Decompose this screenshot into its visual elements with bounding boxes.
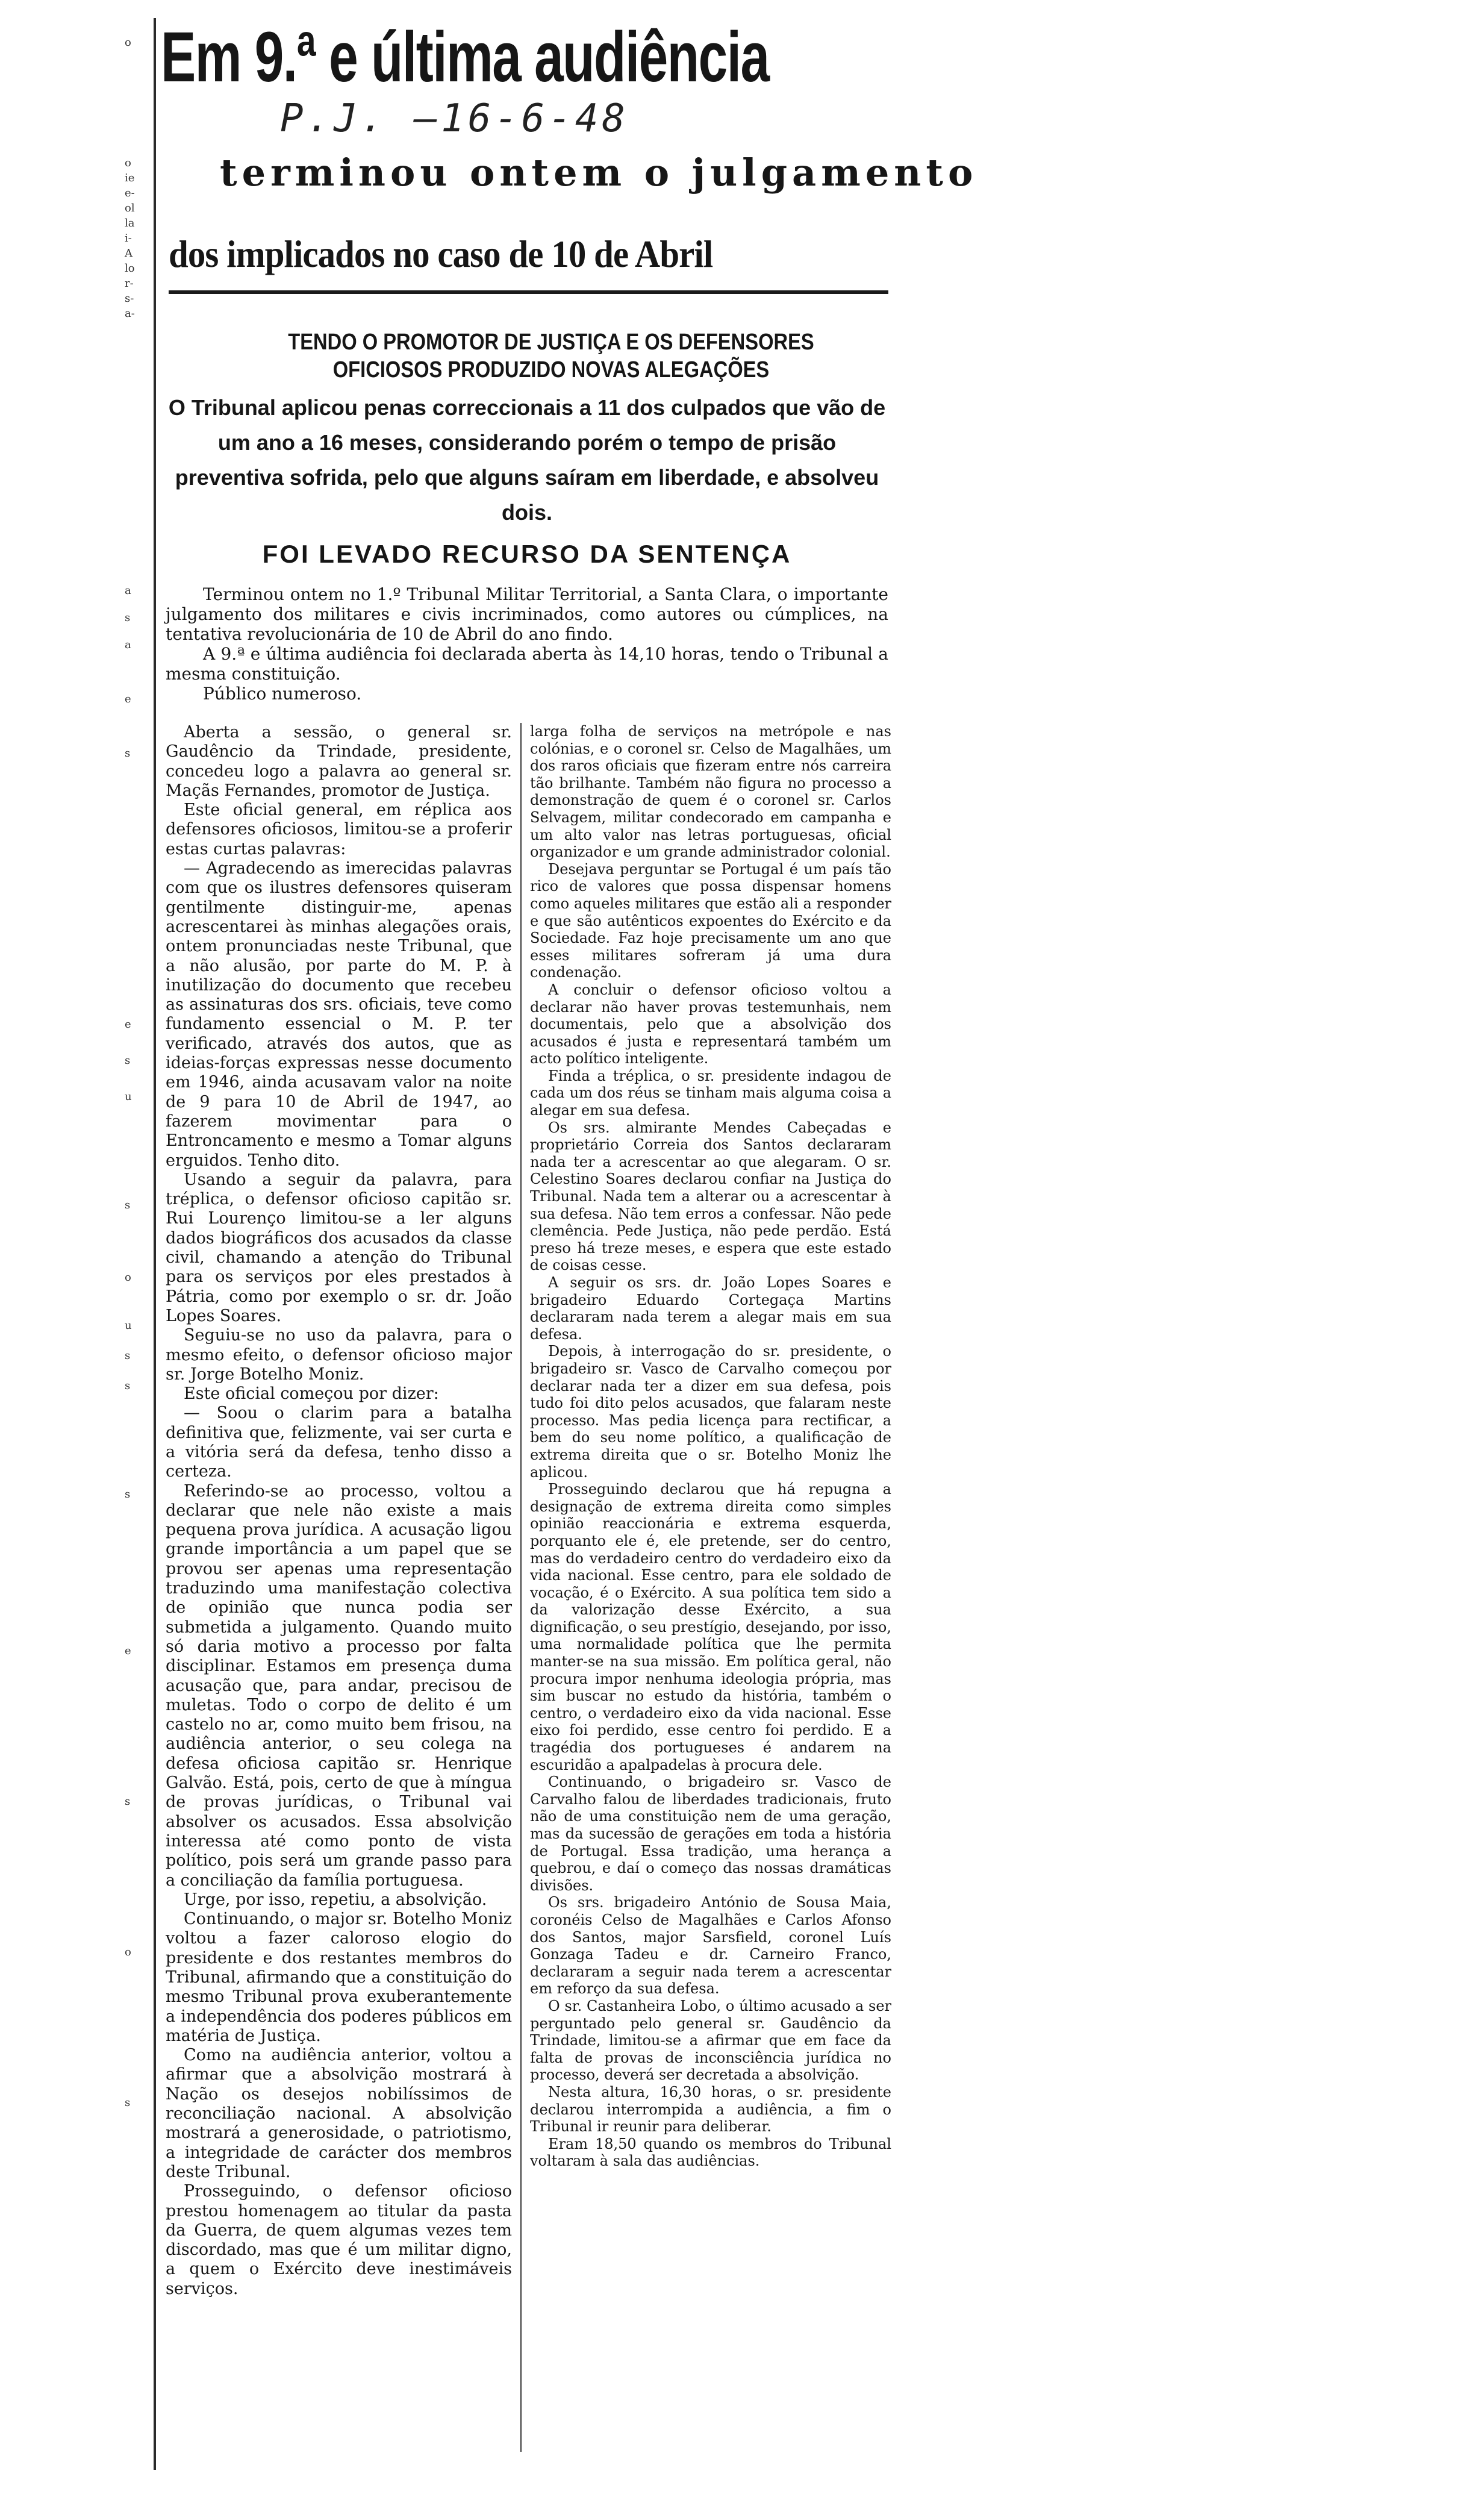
margin-fragment: a <box>125 584 131 597</box>
margin-fragment: s <box>125 1380 131 1392</box>
column-paragraph: Este oficial general, em réplica aos defensores oficiosos, limitou-se a proferir estas curtas palavras: <box>166 801 512 858</box>
column-paragraph: Como na audiência anterior, voltou a afirmar que a absolvição mostrará à Nação os desejos nobilíssimos de reconciliação nacional. A absolvição mostrará a generosidade, o patriotismo, a integridade de carácter dos membros deste Tribunal. <box>166 2046 512 2181</box>
margin-fragment: s <box>125 1488 131 1501</box>
column-paragraph: Usando a seguir da palavra, para tréplica, o defensor oficioso capitão sr. Rui Lourenço limitou-se a ler alguns dados biográficos dos acusados da classe civil, chamando a atenção do Tribunal para os serviços por eles prestados à Pátria, como por exemplo o sr. dr. João Lopes Soares. <box>166 1170 512 1325</box>
article-column-2 <box>530 723 891 2170</box>
margin-fragment: u <box>125 1090 132 1103</box>
margin-fragment: s- <box>125 292 134 305</box>
margin-fragment: i- <box>125 232 132 245</box>
headline-line-1: Em 9.ª e última audiência <box>161 17 769 97</box>
deck-summary: O Tribunal aplicou penas correccionais a 11 dos culpados que vão de um ano a 16 meses, considerando porém o tempo de prisão preventiva sofrida, pelo que alguns saíram em liberdade, e absolveu dois. <box>168 395 886 525</box>
article-column-1 <box>166 723 512 2299</box>
margin-fragment: s <box>125 1795 131 1808</box>
column-paragraph: Prosseguindo, o defensor oficioso prestou homenagem ao titular da pasta da Guerra, de quem algumas vezes tem discordado, mas que é um militar digno, a quem o Exército deve inestimáveis serviços. <box>166 2182 512 2298</box>
headline-rule <box>169 290 888 294</box>
margin-fragment: s <box>125 2096 131 2109</box>
margin-fragment: s <box>125 1349 131 1362</box>
left-margin-fragments <box>125 18 149 2464</box>
column-divider <box>520 723 522 2452</box>
margin-fragment: o <box>125 1946 131 1958</box>
column-paragraph: Desejava perguntar se Portugal é um país tão rico de valores que possa dispensar homens como aqueles militares que estão ali a responder e que são autênticos expoentes do Exército e da Sociedade. Faz hoje precisamente um ano que esses militares sofreram já uma dura condenação. <box>530 860 891 981</box>
margin-fragment: ol <box>125 202 135 214</box>
intro-paragraph: A 9.ª e última audiência foi declarada aberta às 14,10 horas, tendo o Tribunal a mesma constituição. <box>166 644 888 684</box>
column-paragraph: Depois, à interrogação do sr. presidente, o brigadeiro sr. Vasco de Carvalho começou por declarar nada ter a dizer em sua defesa, pois tudo foi dito pelos acusados, que falaram neste processo. Mas pedia licença para rectificar, a bem do seu nome político, a qualificação de extrema direita que o sr. Botelho Moniz lhe aplicou. <box>530 1343 891 1481</box>
margin-fragment: e <box>125 1018 131 1031</box>
column-paragraph: — Soou o clarim para a batalha definitiva que, felizmente, vai ser curta e a vitória será da defesa, tenho disso a certeza. <box>166 1404 512 1481</box>
column-paragraph: Este oficial começou por dizer: <box>184 1384 439 1404</box>
column-paragraph: Eram 18,50 quando os membros do Tribunal voltaram à sala das audiências. <box>530 2135 891 2170</box>
margin-fragment: ie <box>125 172 135 184</box>
margin-fragment: o <box>125 157 131 169</box>
handwritten-note: P.J. —16-6-48 <box>280 96 629 141</box>
column-paragraph: Urge, por isso, repetiu, a absolvição. <box>184 1890 487 1909</box>
column-paragraph: A seguir os srs. dr. João Lopes Soares e brigadeiro Eduardo Cortegaça Martins declararam nada terem a alegar mais em sua defesa. <box>530 1274 891 1343</box>
margin-fragment: e- <box>125 187 135 199</box>
margin-fragment: u <box>125 1319 132 1332</box>
intro-paragraph: Público numeroso. <box>203 684 362 704</box>
headline-line-3: dos implicados no caso de 10 de Abril <box>169 233 713 275</box>
subheadline: TENDO O PROMOTOR DE JUSTIÇA E OS DEFENSORES OFICIOSOS PRODUZIDO NOVAS ALEGAÇÕES <box>288 330 814 383</box>
margin-fragment: s <box>125 1199 131 1211</box>
column-paragraph: Continuando, o brigadeiro sr. Vasco de Carvalho falou de liberdades tradicionais, fruto não de uma constituição nem de uma geração, mas da sucessão de gerações em toda a história de Portugal. Essa tradição, uma herança a quebrou, e daí o começo das nossas dramáticas divisões. <box>530 1773 891 1894</box>
column-paragraph: Finda a tréplica, o sr. presidente indagou de cada um dos réus se tinham mais alguma coisa a alegar em sua defesa. <box>530 1067 891 1119</box>
margin-fragment: e <box>125 693 131 705</box>
column-paragraph: Os srs. almirante Mendes Cabeçadas e proprietário Correia dos Santos declararam nada ter a acrescentar ao que alegaram. O sr. Celestino Soares declarou confiar na Justiça do Tribunal. Nada tem a alterar ou a acrescentar à sua defesa. Não tem erros a confessar. Não pede clemência. Pede Justiça, não pede perdão. Está preso há treze meses, e espera que este estado de coisas cesse. <box>530 1119 891 1274</box>
margin-fragment: la <box>125 217 135 230</box>
margin-fragment: s <box>125 747 131 760</box>
margin-fragment: s <box>125 1054 131 1067</box>
newspaper-clipping <box>125 17 978 2482</box>
margin-fragment: o <box>125 1271 131 1284</box>
margin-fragment: s <box>125 611 131 624</box>
headline-line-2: terminou ontem o julgamento <box>220 151 978 195</box>
column-paragraph: Prosseguindo declarou que há repugna a designação de extrema direita como simples opinião reaccionária e extrema esquerda, porquanto ele é, ele pretende, ser do centro, mas do verdadeiro centro do verdadeiro eixo da vida nacional. Esse centro, para ele soldado de vocação, é o Exército. A sua política tem sido a da valorização desse Exército, a sua dignificação, o seu prestígio, desejando, por isso, uma normalidade política que lhe permita manter-se na sua missão. Em política geral, não procura impor nenhuma ideologia própria, mas sim buscar no estudo da história, também o centro, o verdadeiro eixo da vida nacional. Esse eixo foi perdido, esse centro foi perdido. E a tragédia dos portugueses é andarem na escuridão a apalpadelas à procura dele. <box>530 1481 891 1773</box>
column-paragraph: Os srs. brigadeiro António de Sousa Maia, coronéis Celso de Magalhães e Carlos Afonso dos Santos, major Sarsfield, coronel Luís Gonzaga Tadeu e dr. Carneiro Franco, declararam a seguir nada terem a acrescentar em reforço da sua defesa. <box>530 1894 891 1998</box>
margin-fragment: A <box>125 247 132 260</box>
margin-fragment: e <box>125 1645 131 1657</box>
margin-fragment: lo <box>125 262 135 275</box>
column-paragraph: Continuando, o major sr. Botelho Moniz voltou a fazer caloroso elogio do presidente e dos restantes membros do Tribunal, afirmando que a constituição do mesmo Tribunal prova exuberantemente a independência dos poderes públicos em matéria de Justiça. <box>166 1910 512 2045</box>
column-paragraph: Nesta altura, 16,30 horas, o sr. presidente declarou interrompida a audiência, a fim o Tribunal ir reunir para deliberar. <box>530 2083 891 2136</box>
margin-fragment: a <box>125 639 131 651</box>
margin-fragment: r- <box>125 277 134 290</box>
margin-fragment: o <box>125 36 131 49</box>
column-paragraph: — Agradecendo as imerecidas palavras com que os ilustres defensores quiseram gentilmente distinguir-me, apenas acrescentarei às minhas alegações orais, ontem pronunciadas neste Tribunal, que a não alusão, por parte do M. P. à inutilização do documento que recebeu as assinaturas dos srs. oficiais, teve como fundamento essencial o M. P. ter verificado, através dos autos, que as ideias-forças expressas nesse documento em 1946, ainda acusavam valor na noite de 9 para 10 de Abril de 1947, ao fazerem movimentar para o Entroncamento e mesmo a Tomar alguns erguidos. Tenho dito. <box>166 859 512 1170</box>
column-paragraph: A concluir o defensor oficioso voltou a declarar não haver provas testemunhais, nem documentais, pelo que a absolvição dos acusados é justa e representará também um acto político inteligente. <box>530 981 891 1067</box>
left-border-rule <box>154 18 156 2470</box>
column-paragraph: Seguiu-se no uso da palavra, para o mesmo efeito, o defensor oficioso major sr. Jorge Botelho Moniz. <box>166 1326 512 1384</box>
margin-fragment: a- <box>125 307 135 320</box>
column-paragraph: Referindo-se ao processo, voltou a declarar que nele não existe a mais pequena prova jurídica. A acusação ligou grande importância a um papel que se provou ser apenas uma representação traduzindo uma manifestação colectiva de opinião que nunca podia ser submetida a julgamento. Quando muito só daria motivo a processo por falta disciplinar. Estamos em presença duma acusação que, para andar, precisou de muletas. Todo o corpo de delito é um castelo no ar, como muito bem frisou, na audiência anterior, o seu colega na defesa oficiosa capitão sr. Henrique Galvão. Está, pois, certo de que à míngua de provas jurídicas, o Tribunal vai absolver os acusados. Essa absolvição interessa até como ponto de vista político, pois será um grande passo para a conciliação da família portuguesa. <box>166 1481 512 1890</box>
column-paragraph: larga folha de serviços na metrópole e nas colónias, e o coronel sr. Celso de Magalhães, um dos raros oficiais que fizeram entre nós carreira tão brilhante. Também não figura no processo a demonstração de quem é o coronel sr. Carlos Selvagem, militar condecorado em campanha e um alto valor nas letras portuguesas, oficial organizador e um grande administrador colonial. <box>530 723 891 861</box>
kicker-heading: FOI LEVADO RECURSO DA SENTENÇA <box>262 540 792 568</box>
column-paragraph: O sr. Castanheira Lobo, o último acusado a ser perguntado pelo general sr. Gaudêncio da Trindade, limitou-se a afirmar que em face da falta de provas de inconsciência jurídica no processo, deverá ser decretada a absolvição. <box>530 1997 891 2084</box>
column-paragraph: Aberta a sessão, o general sr. Gaudêncio da Trindade, presidente, concedeu logo a palavra ao general sr. Maçãs Fernandes, promotor de Justiça. <box>166 723 512 800</box>
intro-paragraph: Terminou ontem no 1.º Tribunal Militar Territorial, a Santa Clara, o importante julgamento dos militares e civis incriminados, como autores ou cúmplices, na tentativa revolucionária de 10 de Abril do ano findo. <box>166 584 888 644</box>
intro-paragraphs <box>166 584 888 704</box>
